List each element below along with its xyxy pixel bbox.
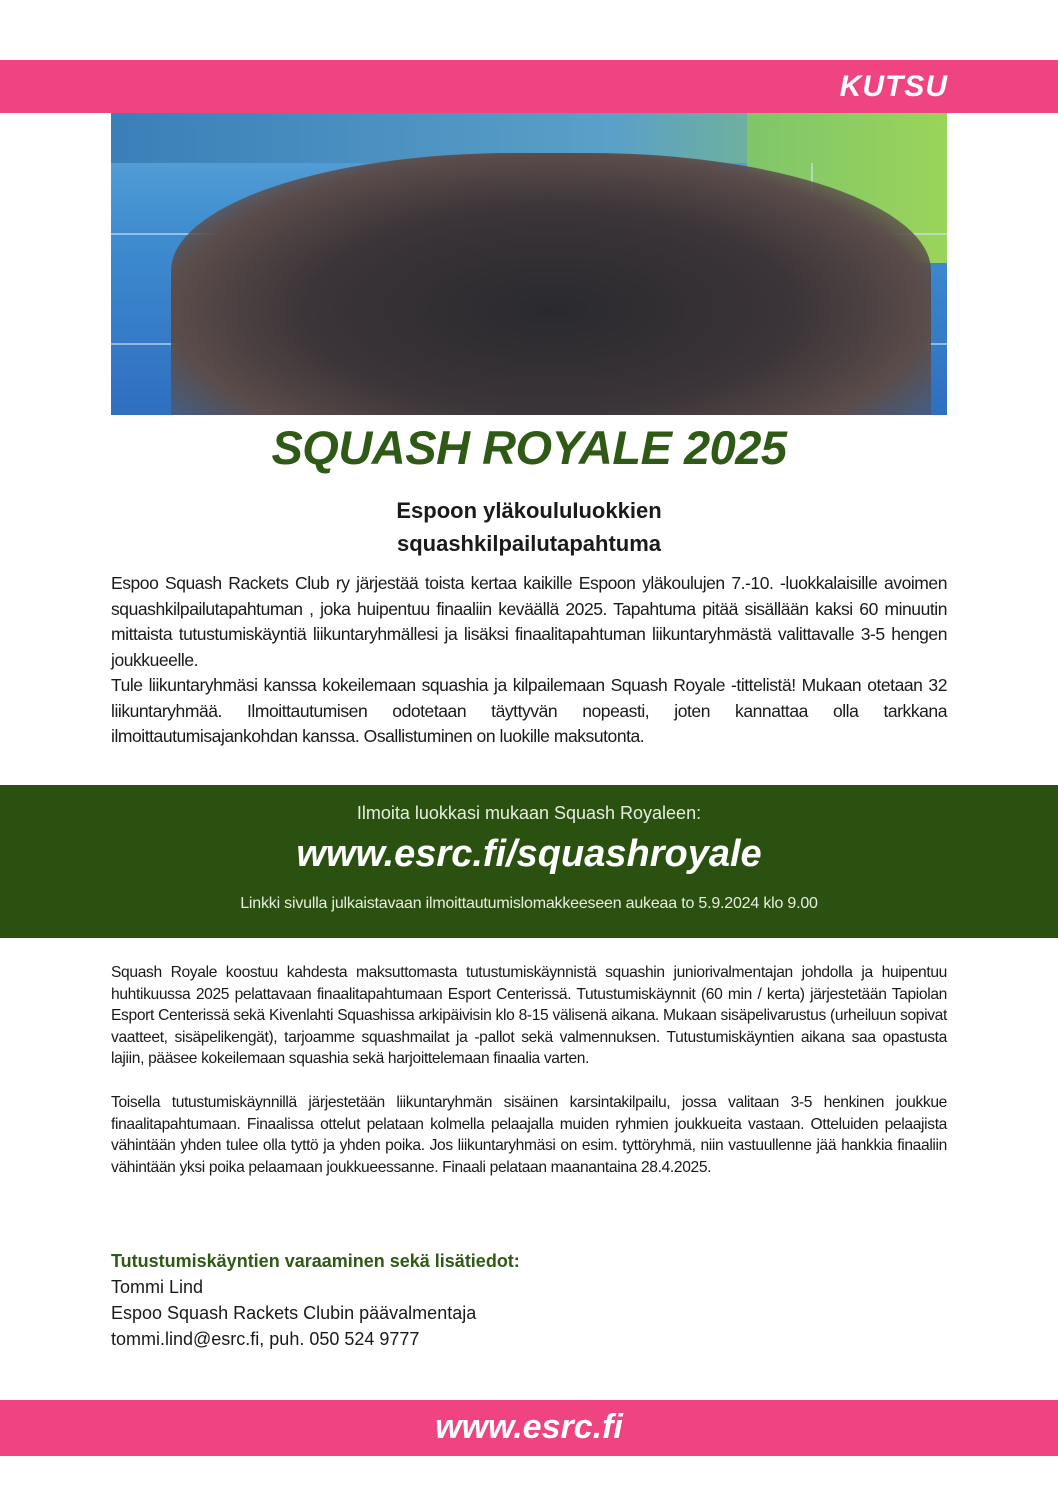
details-paragraph: Squash Royale koostuu kahdesta maksuttomasta tutustumiskäynnistä squashin juniorivalmentajan johdolla ja huipentuu huhtikuussa 2025 pelattavaan finaalitapahtumaan Esport Centerissä. Tutustumiskäynnit (60 min / kerta) järjestetään Tapiolan Esport Centerissä sekä Kivenlahti Squashissa arkipäivisin klo 8-15 välisenä aikana. Mukaan sisäpelivarustus (urheiluun sopivat vaatteet, sisäpelikengät), tarjoamme squashmailat ja -pallot sekä valmennuksen. Tutustumiskäyntien aikana saa opastusta lajiin, pääsee kokeilemaan squashia sekä harjoittelemaan finaalia varten. <box>111 964 947 1068</box>
header-label: KUTSU <box>839 70 948 103</box>
signup-banner <box>0 785 1058 938</box>
footer-link[interactable]: www.esrc.fi <box>435 1408 623 1446</box>
header-bar <box>0 60 1058 113</box>
details-paragraph: Toisella tutustumiskäynnillä järjestetään liikuntaryhmän sisäinen karsintakilpailu, jossa valitaan 3-5 henkinen joukkue finaalitapahtumaan. Finaalissa ottelut pelataan kolmella pelaajalla muiden ryhmien joukkueita vastaan. Otteluiden pelaajista vähintään yhden tulee olla tyttö ja yhden poika. Jos liikuntaryhmäsi on esim. tyttöryhmä, niin vastuullenne jää hankkia finaaliin vähintään yksi poika pelaamaan joukkueessanne. Finaali pelataan maanantaina 28.4.2025. <box>111 1094 947 1176</box>
footer-bar <box>0 1400 1058 1456</box>
intro-paragraph: Tule liikuntaryhmäsi kanssa kokeilemaan squashia ja kilpailemaan Squash Royale -tittelistä! Mukaan otetaan 32 liikuntaryhmää. Ilmoittautumisen odotetaan täyttyvän nopeasti, joten kannattaa olla tarkkana ilmoittautumisajankohdan kanssa. Osallistuminen on luokille maksutonta. <box>111 675 947 747</box>
group-photo <box>111 113 947 415</box>
signup-note: Linkki sivulla julkaistavaan ilmoittautumislomakkeeseen aukeaa to 5.9.2024 klo 9.00 <box>240 895 818 912</box>
contact-info[interactable]: tommi.lind@esrc.fi, puh. 050 524 9777 <box>111 1329 420 1349</box>
intro-paragraph: Espoo Squash Rackets Club ry järjestää toista kertaa kaikille Espoon yläkoulujen 7.-10. -luokkalaisille avoimen squashkilpailutapahtuman , joka huipentuu finaaliin keväällä 2025. Tapahtuma pitää sisällään kaksi 60 minuutin mittaista tutustumiskäyntiä liikuntaryhmällesi ja lisäksi finaalitapahtuman liikuntaryhmästä valittavalle 3-5 hengen joukkueelle. <box>111 573 947 670</box>
contact-block <box>111 1248 520 1352</box>
event-title: SQUASH ROYALE 2025 <box>271 421 787 474</box>
signup-prompt: Ilmoita luokkasi mukaan Squash Royaleen: <box>356 803 702 823</box>
subtitle-line: Espoon yläkouluIuokkien <box>396 498 662 523</box>
contact-role: Espoo Squash Rackets Clubin päävalmentaja <box>111 1303 477 1323</box>
subtitle-line: squashkilpailutapahtuma <box>396 531 662 556</box>
signup-link[interactable]: www.esrc.fi/squashroyale <box>296 833 762 875</box>
contact-heading: Tutustumiskäyntien varaaminen sekä lisätiedot: <box>111 1251 520 1271</box>
contact-name: Tommi Lind <box>111 1277 204 1297</box>
event-subtitle <box>0 494 1058 560</box>
